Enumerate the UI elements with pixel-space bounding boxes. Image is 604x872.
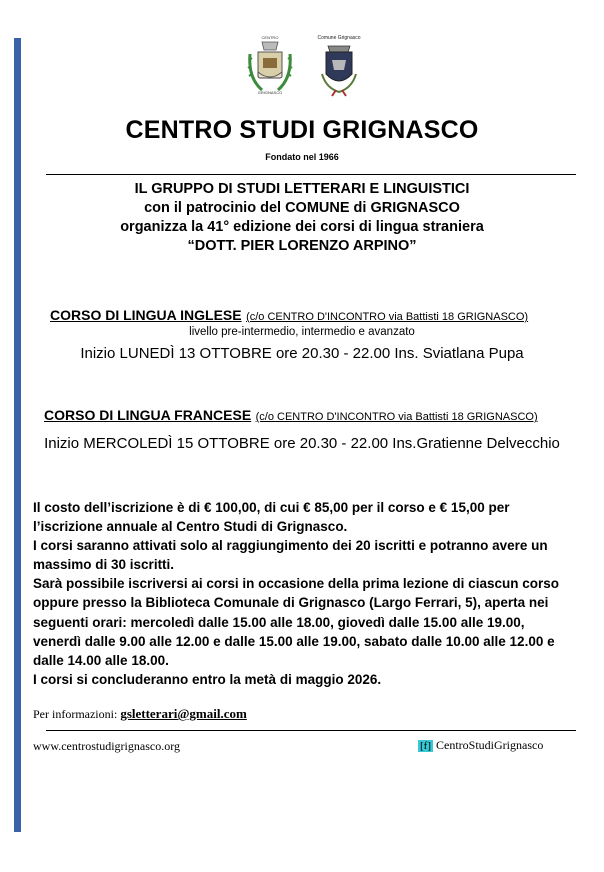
intro-line: con il patrocinio del COMUNE di GRIGNASCO [144,200,460,216]
course-french-heading [44,407,538,425]
course-english-heading [50,307,528,325]
comune-crest-logo [244,34,296,98]
paragraph-line: l’iscrizione annuale al Centro Studi di Grignasco. [33,519,348,535]
paragraph-line: venerdì dalle 9.00 alle 12.00 e dalle 15.00 alle 19.00, sabato dalle 10.00 alle 12.00 e [33,633,555,649]
paragraph-line: seguenti orari: mercoledì dalle 15.00 alle 18.00, giovedì dalle 15.00 alle 19.00, [33,614,525,630]
course-start: Inizio LUNEDÌ 13 OTTOBRE ore 20.30 - 22.00 Ins. Sviatlana Pupa [80,345,524,362]
svg-text:CENTRO: CENTRO [261,35,279,40]
divider-bottom [46,730,576,731]
paragraph-line: I corsi saranno attivati solo al raggiungimento dei 20 iscritti e potranno avere un [33,538,548,554]
contact-label: Per informazioni: [33,707,118,721]
paragraph-line: I corsi si concluderanno entro la metà di maggio 2026. [33,671,382,687]
comune-grignasco-logo [314,34,364,98]
divider-top [46,174,576,175]
paragraph-line: oppure presso la Biblioteca Comunale di Grignasco (Largo Ferrari, 5), aperta nei [33,595,549,611]
logo-caption: Comune Grignasco [317,35,361,41]
contact-info [33,706,247,722]
intro-line: organizza la 41° edizione dei corsi di lingua straniera [120,219,484,235]
facebook-link[interactable] [418,738,543,753]
intro-line: “DOTT. PIER LORENZO ARPINO” [187,238,417,254]
course-location: (c/o CENTRO D'INCONTRO via Battisti 18 GRIGNASCO) [255,411,538,423]
paragraph-line: massimo di 30 iscritti. [33,557,175,573]
facebook-icon: [f] [420,740,431,752]
course-level: livello pre-intermedio, intermedio e avanzato [189,326,415,338]
course-title: CORSO DI LINGUA FRANCESE [44,407,252,423]
course-location: (c/o CENTRO D'INCONTRO via Battisti 18 GRIGNASCO) [246,311,529,323]
page-title: CENTRO STUDI GRIGNASCO [125,116,479,144]
contact-email-link[interactable]: gsletterari@gmail.com [120,706,247,721]
paragraph-line: dalle 14.00 alle 18.00. [33,652,169,668]
info-paragraph [33,498,578,689]
founded-subtitle: Fondato nel 1966 [265,152,339,162]
course-start: Inizio MERCOLEDÌ 15 OTTOBRE ore 20.30 - 22.00 Ins.Gratienne Delvecchio [44,435,560,452]
svg-text:GRIGNASCO: GRIGNASCO [257,90,283,95]
intro-line: IL GRUPPO DI STUDI LETTERARI E LINGUISTICI [134,181,470,197]
logos [244,34,364,104]
paragraph-line: Sarà possibile iscriversi ai corsi in occasione della prima lezione di ciascun corso [33,576,559,592]
facebook-label: CentroStudiGrignasco [436,738,544,752]
intro-block [0,180,604,256]
website-link[interactable]: www.centrostudigrignasco.org [33,739,180,753]
course-title: CORSO DI LINGUA INGLESE [50,307,242,323]
paragraph-line: Il costo dell’iscrizione è di € 100,00, di cui € 85,00 per il corso e € 15,00 per [33,500,510,515]
